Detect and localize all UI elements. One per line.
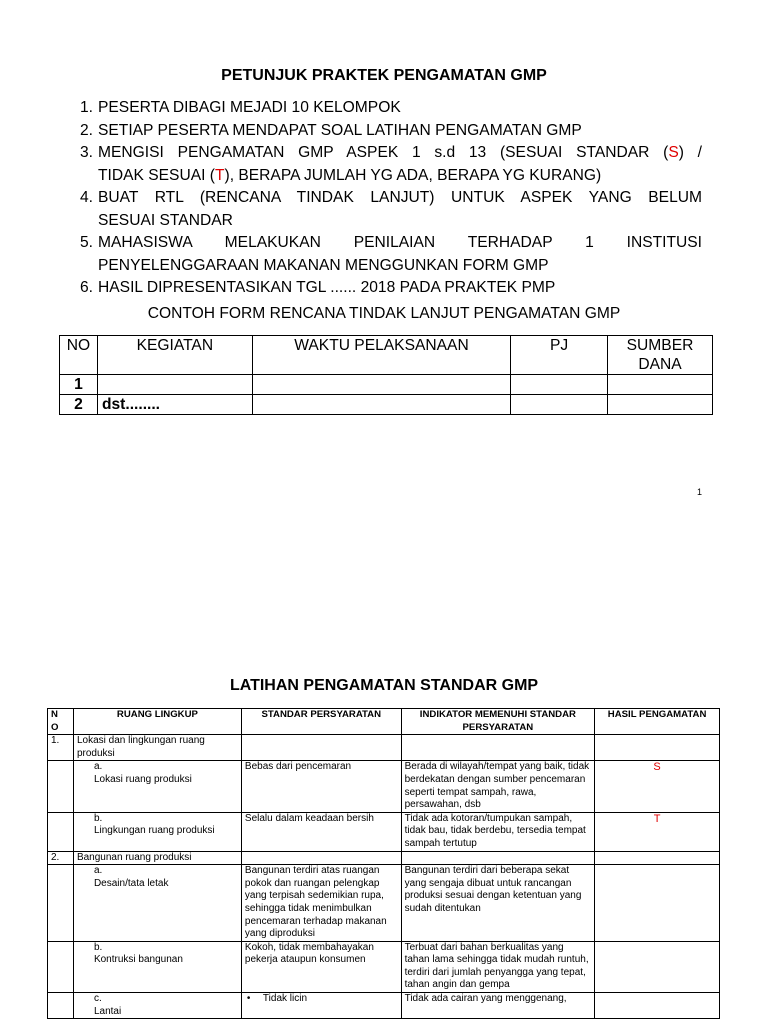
result-cell (595, 735, 720, 761)
rtl-table (59, 335, 713, 415)
scope-cell: a.Lokasi ruang produksi (73, 761, 241, 812)
result-cell (595, 993, 720, 1019)
column-header-indikator: INDIKATOR MEMENUHI STANDAR PERSYARATAN (401, 709, 595, 735)
row-number: 1 (60, 375, 98, 395)
column-header-hasil: HASIL PENGAMATAN (595, 709, 720, 735)
result-cell (595, 865, 720, 942)
table-row (48, 865, 720, 942)
column-header-no: NO (60, 336, 98, 375)
instruction-text: MAHASISWA MELAKUKAN PENILAIAN TERHADAP 1 INSTITUSI (98, 234, 702, 251)
indicator-cell: Tidak ada kotoran/tumpukan sampah, tidak bau, tidak berdebu, tersedia tempat sampah tertutup (401, 812, 595, 851)
table-row (48, 851, 720, 865)
instruction-item: 1. PESERTA DIBAGI MEJADI 10 KELOMPOK (80, 99, 401, 116)
result-cell (595, 941, 720, 992)
standard-cell: Kokoh, tidak membahayakan pekerja ataupun konsumen (241, 941, 401, 992)
standard-cell (241, 851, 401, 865)
standard-cell (241, 735, 401, 761)
column-header-pj: PJ (511, 336, 608, 375)
status-s-marker: S (668, 144, 679, 161)
status-t-marker: T (214, 166, 225, 184)
instruction-text: PENYELENGGARAAN MAKANAN MENGGUNKAN FORM GMP (98, 256, 549, 274)
instruction-text: HASIL DIPRESENTASIKAN TGL ...... 2018 PADA PRAKTEK PMP (98, 279, 556, 296)
bullet-icon (245, 993, 263, 1004)
kegiatan-cell (97, 375, 252, 395)
instruction-text: BUAT RTL (RENCANA TINDAK LANJUT) UNTUK ASPEK YANG BELUM (98, 189, 702, 206)
table-row (48, 761, 720, 812)
scope-cell: Bangunan ruang produksi (73, 851, 241, 865)
page-title: PETUNJUK PRAKTEK PENGAMATAN GMP (221, 67, 547, 84)
result-cell (595, 851, 720, 865)
instruction-item: 6. HASIL DIPRESENTASIKAN TGL ...... 2018 PADA PRAKTEK PMP (80, 279, 556, 296)
indicator-cell: Berada di wilayah/tempat yang baik, tidak berdekatan dengan sumber pencemaran seperti tempat sampah, rawa, persawahan, dsb (401, 761, 595, 812)
standard-cell: Bebas dari pencemaran (241, 761, 401, 812)
page-number: 1 (697, 487, 703, 497)
result-cell: T (595, 812, 720, 851)
row-number: 1. (48, 735, 74, 761)
section-title: LATIHAN PENGAMATAN STANDAR GMP (229, 677, 539, 694)
instruction-item: 5. MAHASISWA MELAKUKAN PENILAIAN TERHADAP 1 INSTITUSI PENYELENGGARAAN MAKANAN MENGGUNKAN FORM GMP (80, 234, 702, 274)
scope-cell: Lokasi dan lingkungan ruang produksi (73, 735, 241, 761)
column-header-no: N O (48, 709, 74, 735)
column-header-kegiatan: KEGIATAN (97, 336, 252, 375)
column-header-ruang-lingkup: RUANG LINGKUP (73, 709, 241, 735)
result-cell: S (595, 761, 720, 812)
scope-cell: b.Lingkungan ruang produksi (73, 812, 241, 851)
instruction-text: TIDAK SESUAI (T), BERAPA JUMLAH YG ADA, BERAPA YG KURANG) (98, 166, 602, 184)
standard-cell: • Tidak licin (241, 993, 401, 1019)
column-header-standar: STANDAR PERSYARATAN (241, 709, 401, 735)
indicator-cell: Terbuat dari bahan berkualitas yang tahan lama sehingga tidak mudah runtuh, terdiri dari jumlah penyangga yang tepat, tahan angin dan gempa (401, 941, 595, 992)
instruction-text: MENGISI PENGAMATAN GMP ASPEK 1 s.d 13 (SESUAI STANDAR (S) / (98, 144, 702, 161)
table-row (60, 395, 713, 415)
table-row (48, 812, 720, 851)
instruction-list (80, 97, 702, 300)
column-header-waktu: WAKTU PELAKSANAAN (252, 336, 511, 375)
table-row (48, 941, 720, 992)
indicator-cell: Bangunan terdiri dari beberapa sekat yang sengaja dibuat untuk rancangan produksi sesuai dengan ketentuan yang sudah ditentukan (401, 865, 595, 942)
row-number: 2 (60, 395, 98, 415)
indicator-cell (401, 735, 595, 761)
table-row (48, 735, 720, 761)
instruction-item: 3. MENGISI PENGAMATAN GMP ASPEK 1 s.d 13 (SESUAI STANDAR (S) / TIDAK SESUAI (T), BERAPA JUMLAH YG ADA, BERAPA YG KURANG) (80, 144, 702, 184)
instruction-text: SETIAP PESERTA MENDAPAT SOAL LATIHAN PENGAMATAN GMP (98, 121, 582, 139)
scope-cell: c.Lantai (73, 993, 241, 1019)
indicator-cell: Tidak ada cairan yang menggenang, (401, 993, 595, 1019)
standard-cell: Selalu dalam keadaan bersih (241, 812, 401, 851)
instruction-text: SESUAI STANDAR (98, 211, 233, 229)
rtl-form-title: CONTOH FORM RENCANA TINDAK LANJUT PENGAMATAN GMP (147, 305, 621, 322)
kegiatan-cell: dst........ (97, 395, 252, 415)
column-header-sumber-dana: SUMBER DANA (608, 336, 713, 375)
row-number: 2. (48, 851, 74, 865)
standard-cell: Bangunan terdiri atas ruangan pokok dan ruangan pelengkap yang terpisah sedemikian rupa, sehingga tidak menimbulkan pencemaran terhadap makanan yang diproduksi (241, 865, 401, 942)
instruction-text: PESERTA DIBAGI MEJADI 10 KELOMPOK (98, 99, 401, 116)
scope-cell: a.Desain/tata letak (73, 865, 241, 942)
scope-cell: b.Kontruksi bangunan (73, 941, 241, 992)
instruction-item: 4. BUAT RTL (RENCANA TINDAK LANJUT) UNTUK ASPEK YANG BELUM SESUAI STANDAR (80, 189, 702, 229)
instruction-item: 2. SETIAP PESERTA MENDAPAT SOAL LATIHAN PENGAMATAN GMP (80, 121, 582, 139)
indicator-cell (401, 851, 595, 865)
table-row (48, 993, 720, 1019)
gmp-table (47, 708, 720, 1019)
table-row (60, 375, 713, 395)
